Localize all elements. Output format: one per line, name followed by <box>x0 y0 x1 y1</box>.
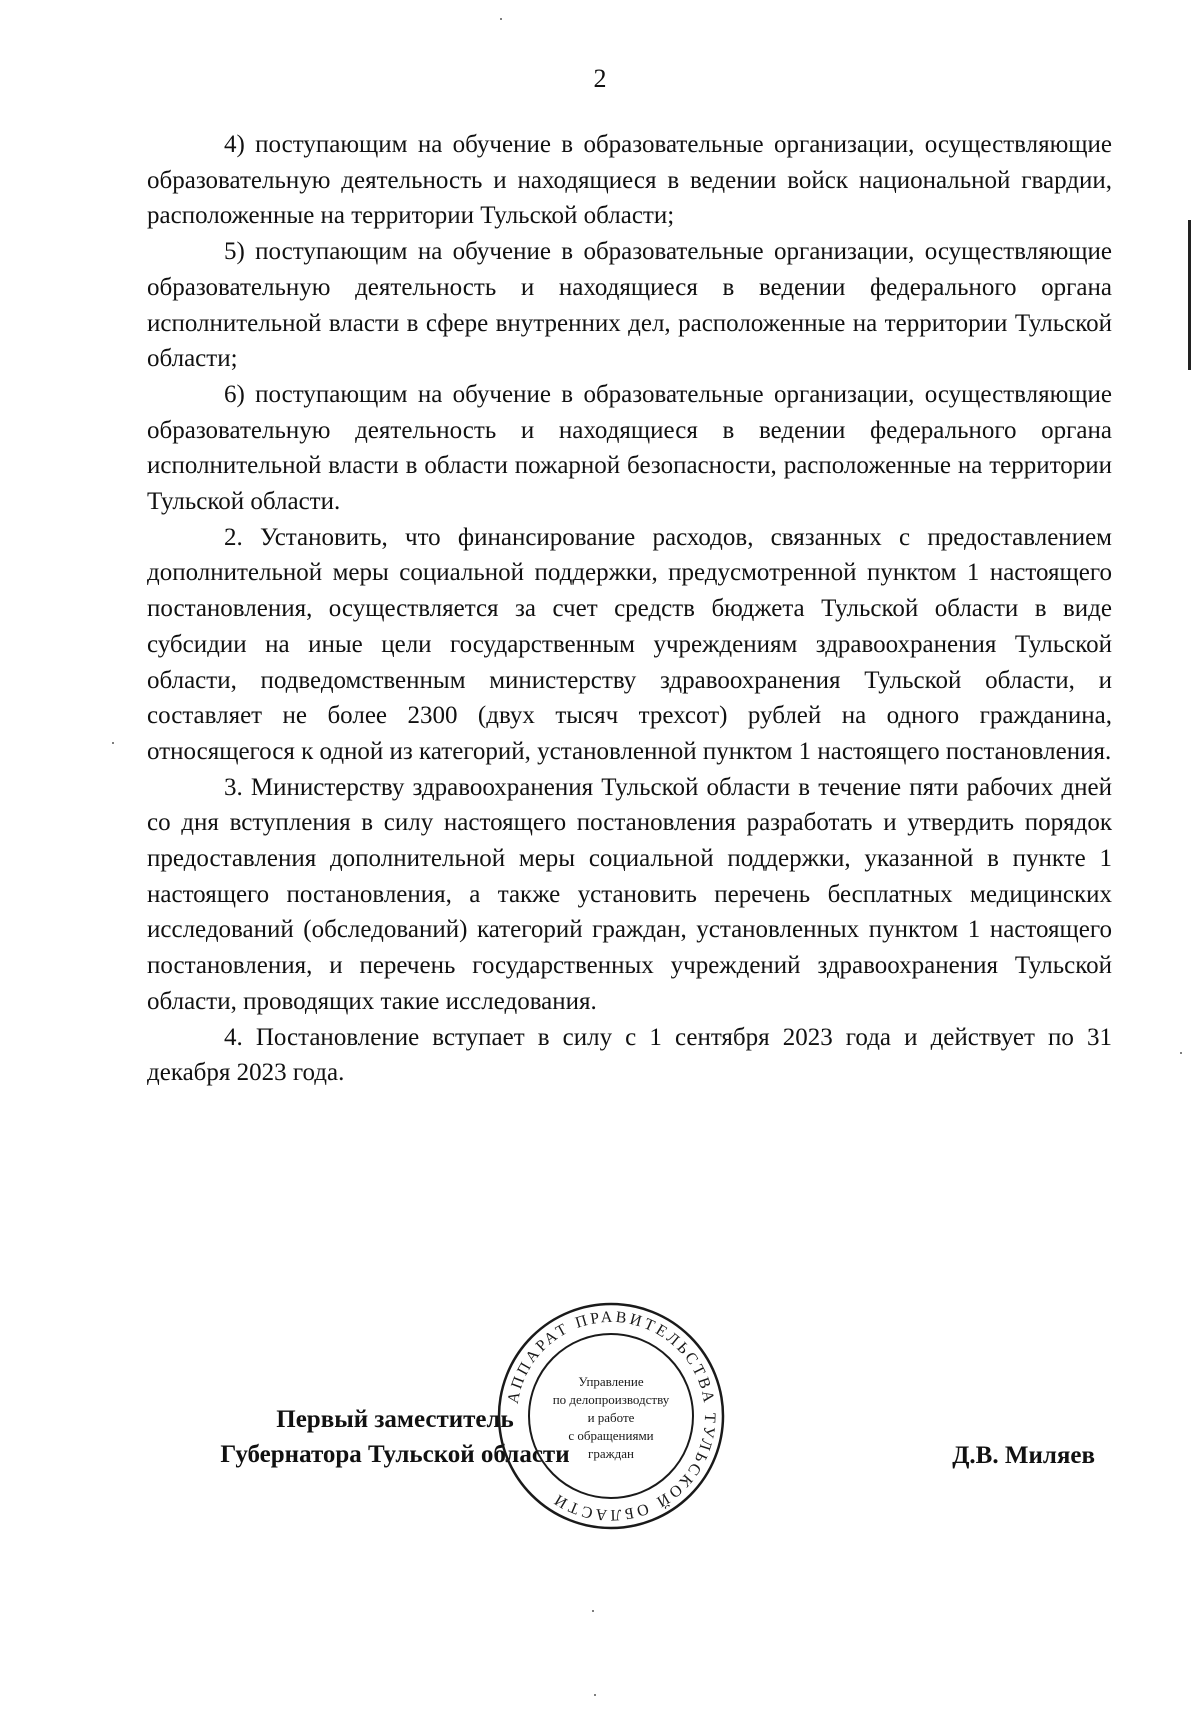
paragraph-clause-3: 3. Министерству здравоохранения Тульской области в течение пяти рабочих дней со дня вступления в силу настоящего постановления разработать и утвердить порядок предоставления дополнительной меры социальной поддержки, указанной в пункте 1 настоящего постановления, а также установить перечень бесплатных медицинских исследований (обследований) категорий граждан, установленных пунктом 1 настоящего постановления, и перечень государственных учреждений здравоохранения Тульской области, проводящих такие исследования. <box>147 773 1112 1015</box>
scan-speck <box>1180 1052 1182 1054</box>
paragraph-item-4: 4) поступающим на обучение в образовательные организации, осуществляющие образовательную деятельность и находящиеся в ведении войск национальной гвардии, расположенные на территории Тульской области; <box>147 131 1112 230</box>
paragraph-clause-2: 2. Установить, что финансирование расходов, связанных с предоставлением дополнительной меры социальной поддержки, предусмотренной пунктом 1 настоящего постановления, осуществляется за счет средств бюджета Тульской области в виде субсидии на иные цели государственным учреждениям здравоохранения Тульской области, подведомственным министерству здравоохранения Тульской области, и составляет не более 2300 (двух тысяч трехсот) рублей на одного гражданина, относящегося к одной из категорий, установленной пунктом 1 настоящего постановления. <box>147 523 1112 765</box>
stamp-ring-text: АППАРАТ ПРАВИТЕЛЬСТВА ТУЛЬСКОЙ ОБЛАСТИ <box>504 1308 719 1524</box>
paragraph-item-6: 6) поступающим на обучение в образовательные организации, осуществляющие образовательную деятельность и находящиеся в ведении федерального органа исполнительной власти в области пожарной безопасности, расположенные на территории Тульской области. <box>147 380 1112 516</box>
signatory-position-line2: Губернатора Тульской области <box>220 1441 570 1468</box>
scan-speck <box>594 1694 596 1696</box>
official-stamp <box>495 1300 727 1532</box>
stamp-center-line-1: Управление <box>578 1374 644 1389</box>
scan-speck <box>592 1610 594 1612</box>
paragraph-item-5: 5) поступающим на обучение в образовательные организации, осуществляющие образовательную деятельность и находящиеся в ведении федерального органа исполнительной власти в сфере внутренних дел, расположенные на территории Тульской области; <box>147 238 1112 373</box>
stamp-center-line-5: граждан <box>588 1446 634 1461</box>
signatory-name: Д.В. Миляев <box>952 1442 1095 1469</box>
stamp-center-line-4: с обращениями <box>568 1428 654 1443</box>
document-body <box>147 127 1112 1091</box>
stamp-center-line-3: и работе <box>587 1410 635 1425</box>
scan-speck <box>112 742 114 744</box>
scan-speck <box>500 18 502 20</box>
paragraph-clause-4: 4. Постановление вступает в силу с 1 сентября 2023 года и действует по 31 декабря 2023 года. <box>147 1023 1112 1087</box>
scan-edge-mark <box>1188 220 1191 370</box>
page-number: 2 <box>593 64 607 93</box>
stamp-center-line-2: по делопроизводству <box>552 1392 670 1407</box>
signatory-position-line1: Первый заместитель <box>276 1406 514 1433</box>
